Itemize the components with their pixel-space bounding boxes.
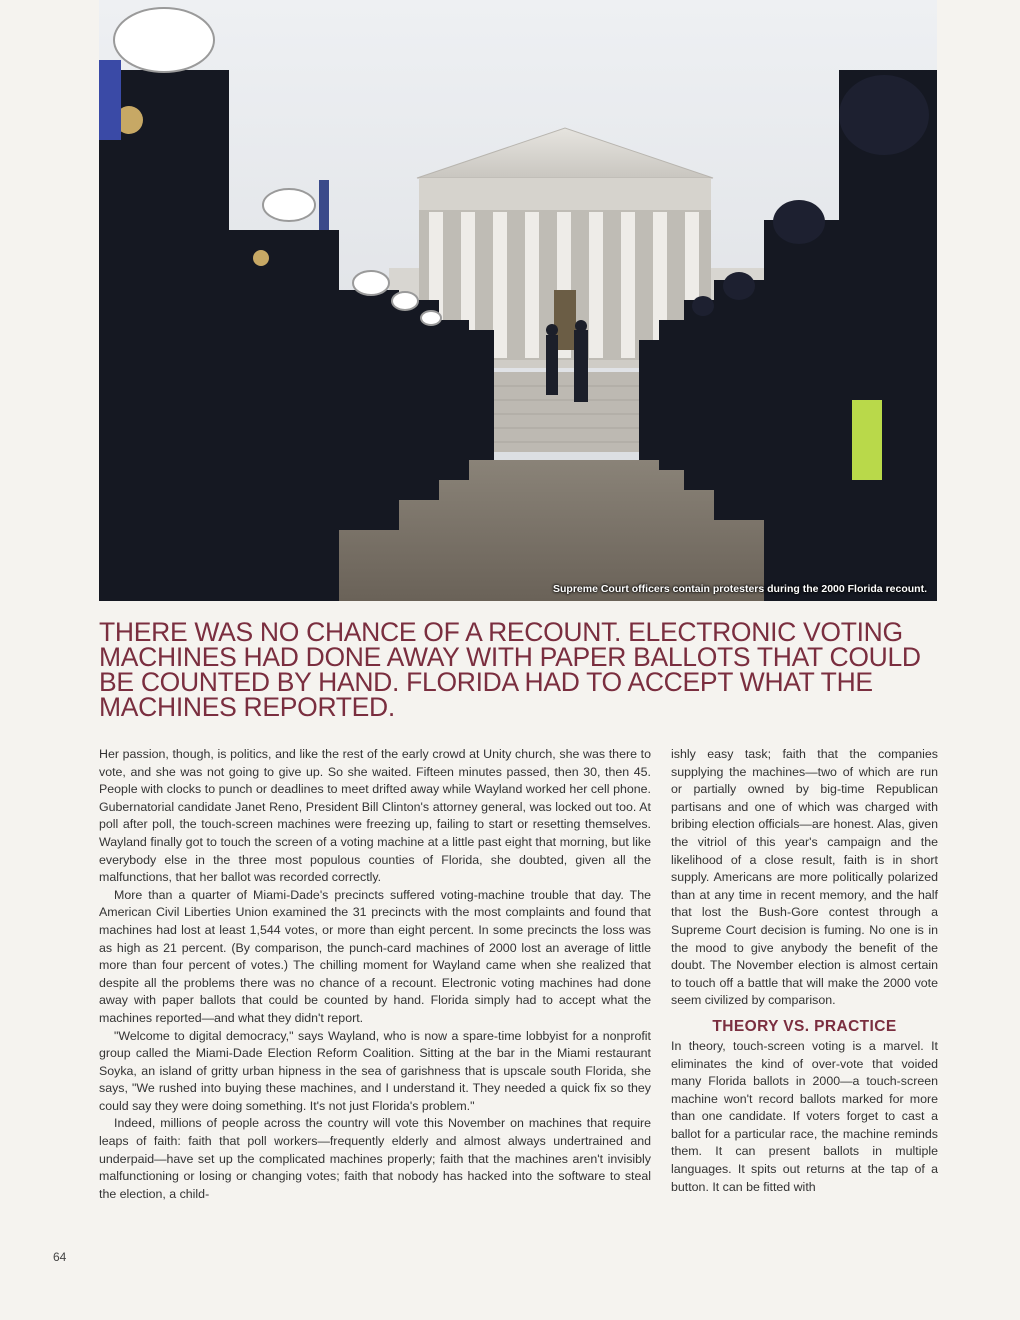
page-number: 64 bbox=[53, 1250, 67, 1264]
pull-quote: THERE WAS NO CHANCE OF A RECOUNT. ELECTRONIC VOTING MACHINES HAD DONE AWAY WITH PAPER BALLOTS THAT COULD BE COUNTED BY HAND. FLORIDA HAD TO ACCEPT WHAT THE MACHINES REPORTED. bbox=[99, 617, 921, 722]
article-paragraph: "Welcome to digital democracy," says Wayland, who is now a spare-time lobbyist for a nonprofit group called the Miami-Dade Election Reform Coalition. Sitting at the bar in the Miami restaurant Soyka, an island of gritty urban hipness in the sea of garishness that is upscale south Florida, she says, "We rushed into buying these machines, and I understand it. They needed a quick fix so they could say they were doing something. It's not just Florida's problem." bbox=[99, 1028, 651, 1113]
article-paragraph: ishly easy task; faith that the companies supplying the machines—two of which are run or partially owned by big-time Republican partisans and one of which was charged with bribing election officials—are honest. Alas, given the vitriol of this year's campaign and the likelihood of a close result, faith is in short supply. Americans are more politically polarized than at any time in recent memory, and the half that lost the Bush-Gore contest through a Supreme Court decision is fuming. No one is in the mood to give anybody the benefit of the doubt. The November election is almost certain to touch off a battle that will make the 2000 vote seem civilized by comparison. bbox=[671, 747, 938, 1008]
article-paragraph: In theory, touch-screen voting is a marvel. It eliminates the kind of over-vote that voided many Florida ballots in 2000—a touch-screen machine won't record ballots marked for more than one candidate. If voters forget to cast a ballot for a particular race, the machine reminds them. It can present ballots in multiple languages. It spits out returns at the tap of a button. It can be fitted with bbox=[671, 1038, 938, 1194]
article-paragraph: More than a quarter of Miami-Dade's precincts suffered voting-machine trouble that day. The American Civil Liberties Union examined the 31 precincts with the most complaints and found that machines had lost at least 1,544 votes, or more than eight percent. In some precincts the loss was as high as 21 percent. (By comparison, the punch-card machines of 2000 lost an average of little more than four percent of votes.) The chilling moment for Wayland came when she realized that despite all the problems there was no chance of a recount. Electronic voting machines had done away with paper ballots that could be counted by hand. Florida simply had to accept what the machines reported—and what they didn't report. bbox=[99, 887, 651, 1025]
photo-illustration bbox=[99, 0, 937, 601]
article-column-right bbox=[671, 746, 938, 1196]
supreme-court-photo bbox=[99, 0, 937, 601]
photo-caption: Supreme Court officers contain protesters during the 2000 Florida recount. bbox=[553, 583, 927, 595]
section-subhead: THEORY VS. PRACTICE bbox=[712, 1017, 897, 1035]
article-paragraph: Indeed, millions of people across the country will vote this November on machines that require leaps of faith: faith that poll workers—frequently elderly and almost always undertrained and underpaid—have set up the complicated machines properly; faith that the machines aren't invisibly malfunctioning or losing or changing votes; faith that nobody has hacked into the software to steal the election, a child- bbox=[99, 1116, 651, 1201]
article-paragraph: Her passion, though, is politics, and like the rest of the early crowd at Unity church, she was there to vote, and she was not going to give up. So she waited. Fifteen minutes passed, then 30, then 45. People with clocks to punch or deadlines to meet drifted away while Wayland worked her cell phone. Gubernatorial candidate Janet Reno, President Bill Clinton's attorney general, was locked out too. At poll after poll, the touch-screen machines were freezing up, failing to start or resetting themselves. Wayland finally got to touch the screen of a voting machine at a little past eight that morning, but like everybody else in the three most populous counties of Florida, she doubted, given all the malfunctions, that her ballot was recorded correctly. bbox=[99, 747, 651, 885]
article-column-left bbox=[99, 746, 651, 1203]
